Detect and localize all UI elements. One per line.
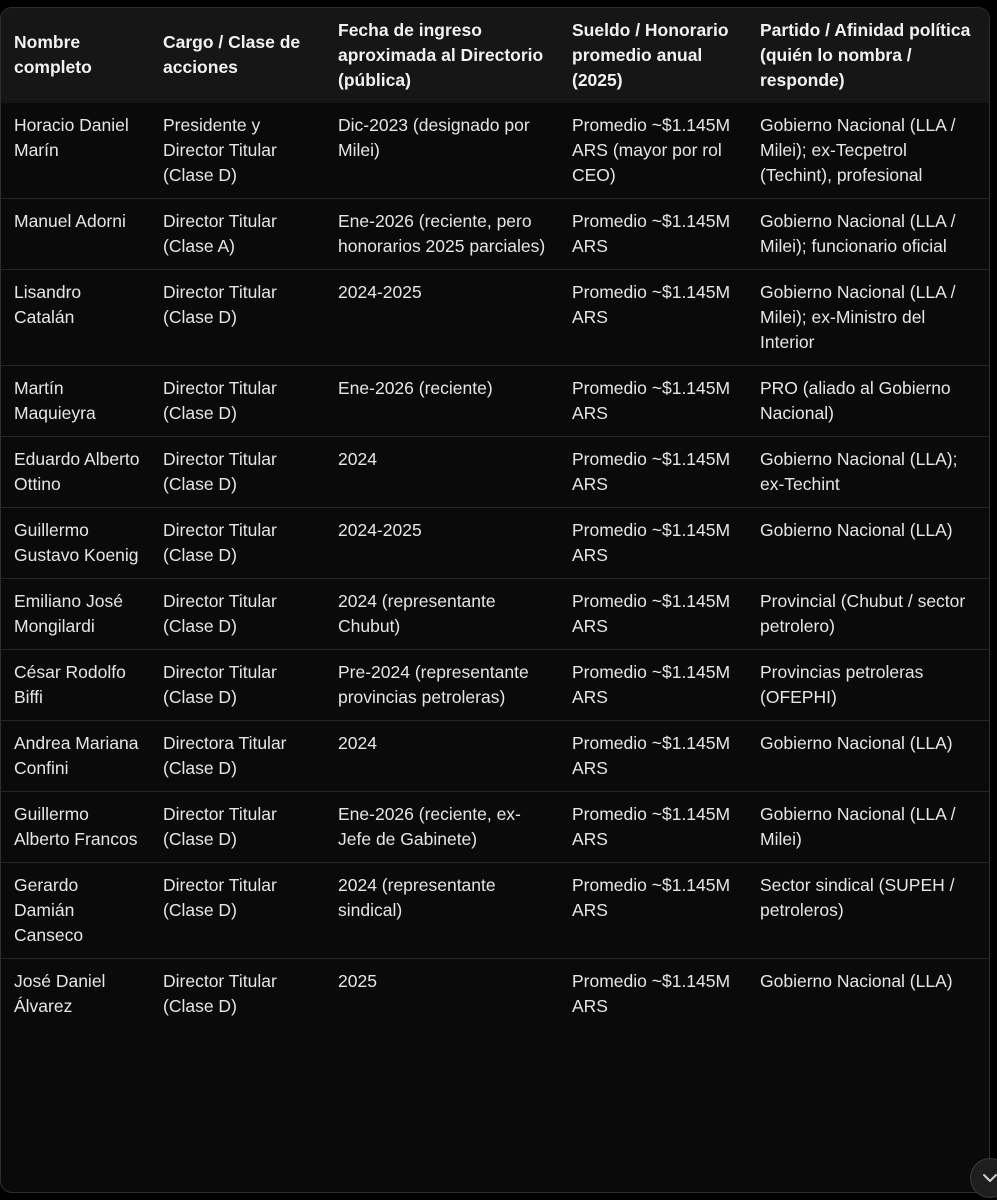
- header-cargo: Cargo / Clase de acciones: [163, 32, 301, 77]
- table-row: [1, 437, 989, 508]
- cell-cargo: Director Titular (Clase D): [150, 366, 325, 437]
- cell-sueldo: Promedio ~$1.145M ARS (mayor por rol CEO): [572, 115, 731, 185]
- table-row: [1, 199, 989, 270]
- cell-partido: Sector sindical (SUPEH / petroleros): [747, 863, 989, 959]
- header-partido: Partido / Afinidad política (quién lo nombra / responde): [760, 20, 971, 90]
- cell-nombre: Guillermo Gustavo Koenig: [1, 508, 150, 579]
- cell-sueldo: Promedio ~$1.145M ARS: [559, 650, 747, 721]
- cell-cargo: Director Titular (Clase D): [150, 508, 325, 579]
- cell-cargo: Director Titular (Clase D): [150, 792, 325, 863]
- cell-fecha: 2024: [325, 437, 559, 508]
- cell-partido: Gobierno Nacional (LLA): [747, 959, 989, 1030]
- table-row: [1, 579, 989, 650]
- table-row: [1, 721, 989, 792]
- cell-fecha: 2024 (representante Chubut): [325, 579, 559, 650]
- header-fecha: Fecha de ingreso aproximada al Directorio (pública): [338, 20, 544, 90]
- cell-nombre: Guillermo Alberto Francos: [1, 792, 150, 863]
- cell-cargo: Presidente y Director Titular (Clase D): [163, 115, 277, 185]
- cell-sueldo: Promedio ~$1.145M ARS: [559, 579, 747, 650]
- cell-cargo: Director Titular (Clase D): [150, 437, 325, 508]
- table-row: [1, 650, 989, 721]
- cell-sueldo: Promedio ~$1.145M ARS: [559, 366, 747, 437]
- cell-partido: Gobierno Nacional (LLA / Milei); funcionario oficial: [747, 199, 989, 270]
- cell-fecha: 2024-2025: [325, 508, 559, 579]
- cell-partido: Provincial (Chubut / sector petrolero): [747, 579, 989, 650]
- table-row: [1, 366, 989, 437]
- cell-partido: PRO (aliado al Gobierno Nacional): [747, 366, 989, 437]
- cell-sueldo: Promedio ~$1.145M ARS: [559, 721, 747, 792]
- header-nombre: Nombre completo: [14, 32, 92, 77]
- cell-fecha: Ene-2026 (reciente, ex-Jefe de Gabinete): [325, 792, 559, 863]
- table-row: [1, 863, 989, 959]
- table-header: [1, 8, 989, 103]
- cell-nombre: Manuel Adorni: [1, 199, 150, 270]
- cell-fecha: Dic-2023 (designado por Milei): [338, 115, 530, 160]
- header-sueldo: Sueldo / Honorario promedio anual (2025): [572, 20, 729, 90]
- table-row: [1, 270, 989, 366]
- cell-partido: Gobierno Nacional (LLA / Milei); ex-Ministro del Interior: [747, 270, 989, 366]
- cell-cargo: Director Titular (Clase D): [150, 579, 325, 650]
- cell-nombre: Andrea Mariana Confini: [1, 721, 150, 792]
- table-row: [1, 792, 989, 863]
- table-row: [1, 959, 989, 1030]
- cell-fecha: 2024-2025: [325, 270, 559, 366]
- cell-nombre: Eduardo Alberto Ottino: [1, 437, 150, 508]
- cell-fecha: Pre-2024 (representante provincias petroleras): [325, 650, 559, 721]
- cell-sueldo: Promedio ~$1.145M ARS: [559, 959, 747, 1030]
- table-body: [1, 103, 989, 1029]
- cell-partido: Gobierno Nacional (LLA); ex-Techint: [747, 437, 989, 508]
- cell-fecha: Ene-2026 (reciente): [325, 366, 559, 437]
- cell-partido: Gobierno Nacional (LLA): [747, 508, 989, 579]
- cell-nombre: Horacio Daniel Marín: [14, 115, 129, 160]
- cell-partido: Provincias petroleras (OFEPHI): [747, 650, 989, 721]
- cell-fecha: 2025: [325, 959, 559, 1030]
- cell-nombre: José Daniel Álvarez: [1, 959, 150, 1030]
- cell-cargo: Director Titular (Clase A): [150, 199, 325, 270]
- cell-partido: Gobierno Nacional (LLA): [747, 721, 989, 792]
- cell-nombre: César Rodolfo Biffi: [1, 650, 150, 721]
- cell-sueldo: Promedio ~$1.145M ARS: [559, 863, 747, 959]
- cell-sueldo: Promedio ~$1.145M ARS: [559, 199, 747, 270]
- cell-nombre: Gerardo Damián Canseco: [1, 863, 150, 959]
- cell-fecha: Ene-2026 (reciente, pero honorarios 2025 parciales): [325, 199, 559, 270]
- chevron-down-icon: [981, 1171, 997, 1185]
- cell-fecha: 2024: [325, 721, 559, 792]
- cell-cargo: Director Titular (Clase D): [150, 650, 325, 721]
- directors-table-container: [0, 7, 990, 1193]
- cell-partido: Gobierno Nacional (LLA / Milei): [747, 792, 989, 863]
- cell-sueldo: Promedio ~$1.145M ARS: [559, 508, 747, 579]
- directors-table: [1, 8, 989, 1029]
- cell-partido: Gobierno Nacional (LLA / Milei); ex-Tecpetrol (Techint), profesional: [760, 115, 956, 185]
- cell-sueldo: Promedio ~$1.145M ARS: [559, 270, 747, 366]
- cell-nombre: Martín Maquieyra: [1, 366, 150, 437]
- cell-cargo: Director Titular (Clase D): [150, 863, 325, 959]
- table-row: [1, 103, 989, 199]
- cell-nombre: Lisandro Catalán: [1, 270, 150, 366]
- header-row: [1, 8, 989, 103]
- cell-cargo: Directora Titular (Clase D): [150, 721, 325, 792]
- cell-nombre: Emiliano José Mongilardi: [1, 579, 150, 650]
- cell-cargo: Director Titular (Clase D): [150, 959, 325, 1030]
- cell-fecha: 2024 (representante sindical): [325, 863, 559, 959]
- cell-cargo: Director Titular (Clase D): [150, 270, 325, 366]
- table-row: [1, 508, 989, 579]
- cell-sueldo: Promedio ~$1.145M ARS: [559, 792, 747, 863]
- cell-sueldo: Promedio ~$1.145M ARS: [559, 437, 747, 508]
